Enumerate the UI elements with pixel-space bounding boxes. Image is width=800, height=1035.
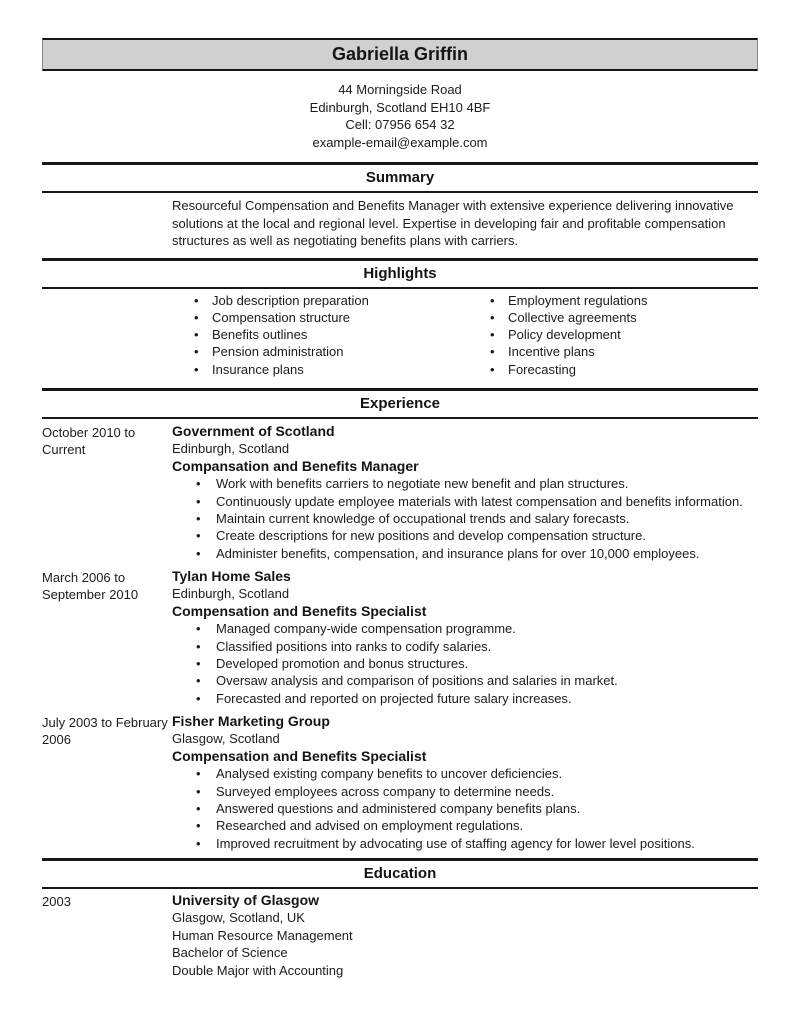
name-banner [42,38,758,71]
job-company: Government of Scotland [172,422,335,439]
person-name: Gabriella Griffin [331,44,469,64]
education-school: University of Glasgow [172,891,320,908]
job-title: Compensation and Benefits Specialist [172,747,427,764]
job-dates: July 2003 to February 2006 [42,714,168,748]
experience-heading-label: Experience [359,394,441,412]
job-title: Compansation and Benefits Manager [172,457,419,474]
highlights-list [42,292,758,378]
job-dates: March 2006 to September 2010 [42,569,139,603]
job-bullet: • Analysed existing company benefits to uncover deficiencies. [172,765,758,782]
job-bullets [172,765,758,851]
highlights-column-left [192,292,488,378]
education-degree: Bachelor of Science [172,945,288,961]
job-bullet: • Oversaw analysis and comparison of positions and salaries in market. [172,672,758,689]
education-major: Double Major with Accounting [172,962,344,978]
education-heading-label: Education [363,864,437,882]
job-bullet: • Work with benefits carriers to negotiate new benefit and plan structures. [172,475,758,492]
education-details [172,892,758,980]
contact-address-line2: Edinburgh, Scotland EH10 4BF [309,99,491,115]
education-field: Human Resource Management [172,927,353,943]
job-company: Fisher Marketing Group [172,712,330,729]
experience-entry-1 [42,423,758,562]
highlights-heading-label: Highlights [363,264,437,282]
job-company: Tylan Home Sales [172,567,291,584]
section-heading-summary [42,162,758,193]
contact-block [42,81,758,151]
job-bullet: • Managed company-wide compensation programme. [172,620,758,637]
summary-text: Resourceful Compensation and Benefits Manager with extensive experience delivering innovative solutions at the local and regional level. Expertise in developing fair and profitable compensation structures as well as negotiating benefits plans with carriers. [172,198,734,248]
job-bullet: • Surveyed employees across company to determine needs. [172,783,758,800]
highlight-item: • Compensation structure [192,309,488,326]
job-bullet: • Developed promotion and bonus structures. [172,655,758,672]
job-location: Edinburgh, Scotland [172,441,290,457]
highlight-item: • Incentive plans [488,343,647,360]
job-details [172,568,758,707]
job-bullet: • Answered questions and administered company benefits plans. [172,800,758,817]
highlight-item: • Pension administration [192,343,488,360]
job-bullet: • Create descriptions for new positions and develop compensation structure. [172,527,758,544]
section-heading-education [42,858,758,889]
job-bullets [172,620,758,706]
job-bullet: • Researched and advised on employment regulations. [172,817,758,834]
job-bullet: • Administer benefits, compensation, and insurance plans for over 10,000 employees. [172,545,758,562]
education-location: Glasgow, Scotland, UK [172,910,305,926]
highlight-item: • Job description preparation [192,292,488,309]
job-dates: October 2010 to Current [42,424,136,458]
experience-entry-3 [42,713,758,852]
highlights-column-right [488,292,647,378]
highlight-item: • Benefits outlines [192,326,488,343]
section-heading-highlights [42,258,758,289]
section-heading-experience [42,388,758,419]
experience-entry-2 [42,568,758,707]
highlight-item: • Employment regulations [488,292,647,309]
highlight-item: • Insurance plans [192,361,488,378]
job-bullet: • Improved recruitment by advocating use of staffing agency for lower level positions. [172,835,758,852]
job-bullet: • Forecasted and reported on projected future salary increases. [172,690,758,707]
job-details [172,713,758,852]
job-bullets [172,475,758,561]
contact-address-line1: 44 Morningside Road [338,82,462,97]
education-dates: 2003 [42,893,71,909]
highlight-item: • Forecasting [488,361,647,378]
job-details [172,423,758,562]
education-entry [42,892,758,980]
job-location: Edinburgh, Scotland [172,586,290,602]
summary-heading-label: Summary [365,169,435,186]
contact-email: example-email@example.com [312,134,488,150]
highlight-item: • Policy development [488,326,647,343]
job-bullet: • Continuously update employee materials with latest compensation and benefits information. [172,493,758,510]
job-bullet: • Classified positions into ranks to codify salaries. [172,638,758,655]
job-bullet: • Maintain current knowledge of occupational trends and salary forecasts. [172,510,758,527]
highlight-item: • Collective agreements [488,309,647,326]
job-title: Compensation and Benefits Specialist [172,602,427,619]
contact-phone: Cell: 07956 654 32 [345,117,455,132]
job-location: Glasgow, Scotland [172,731,280,747]
